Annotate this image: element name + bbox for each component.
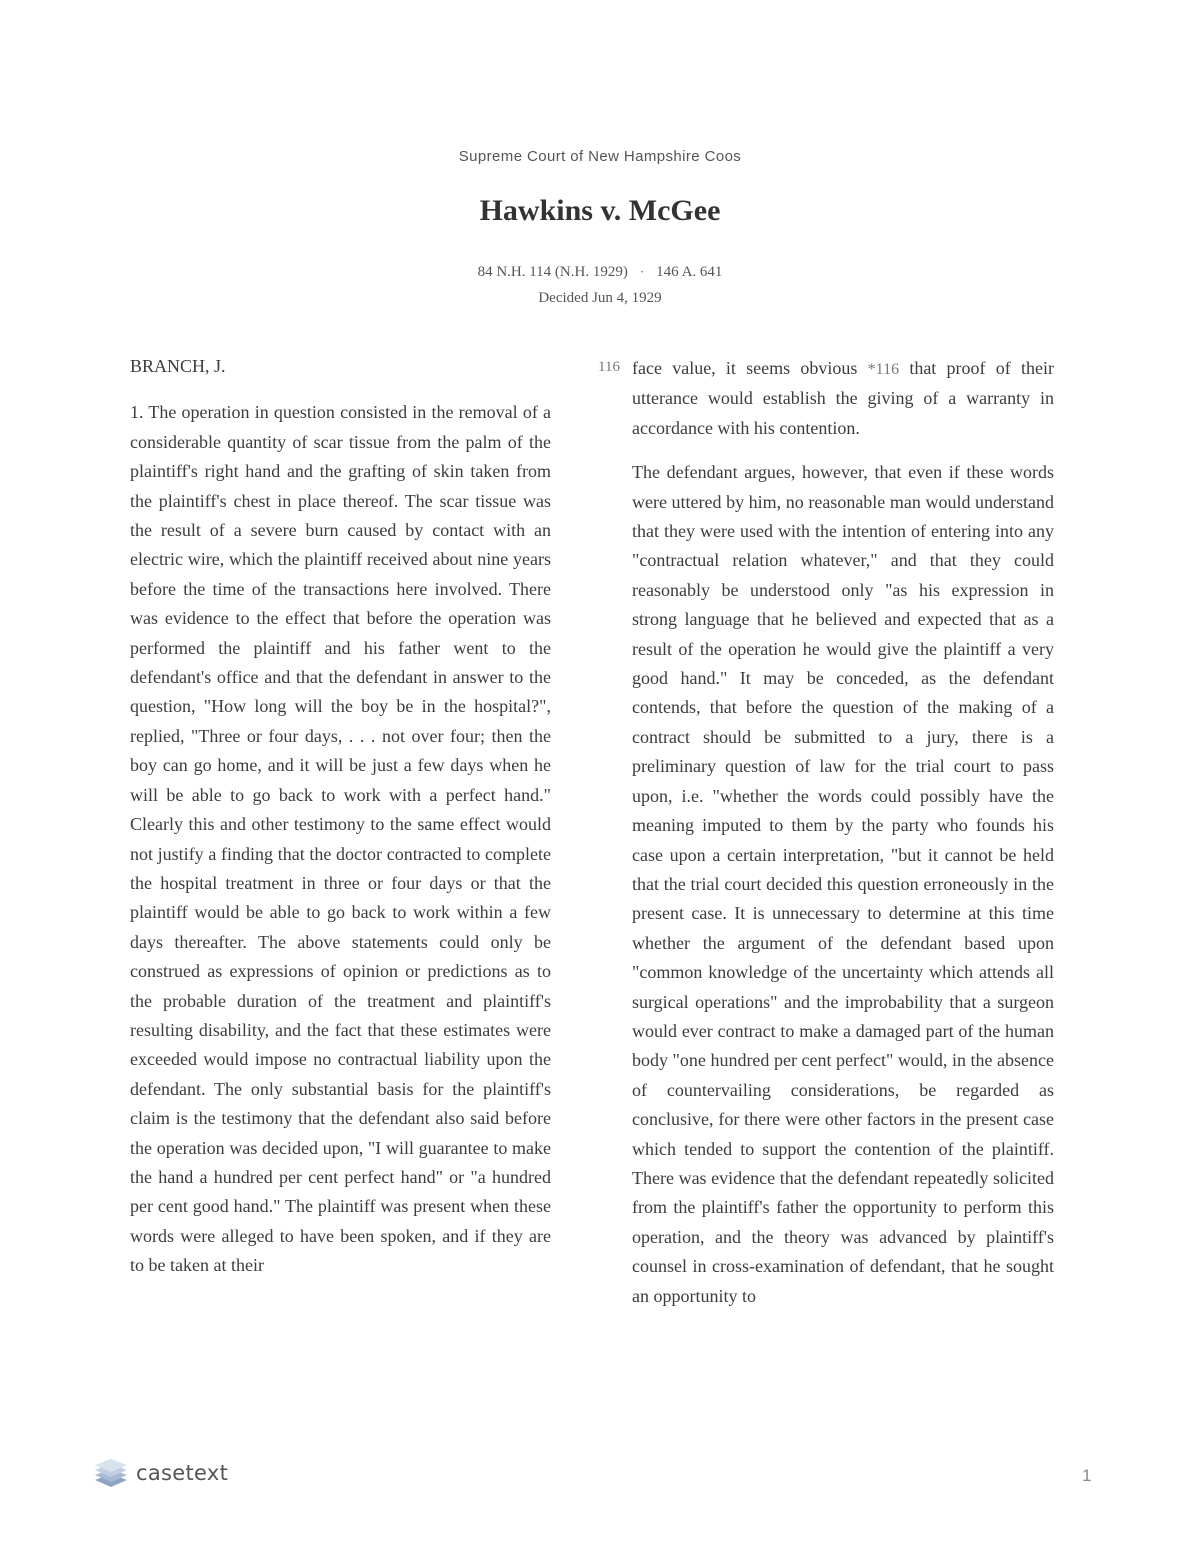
- page-number: 1: [1082, 1466, 1092, 1485]
- stacked-layers-icon: [94, 1458, 128, 1488]
- judge-name: BRANCH, J.: [130, 356, 226, 376]
- citation-line: [0, 264, 1200, 281]
- brand-name: casetext: [136, 1461, 229, 1485]
- opinion-paragraph: [632, 354, 1054, 443]
- court-name: Supreme Court of New Hampshire Coos: [458, 148, 742, 165]
- opinion-paragraph: The defendant argues, however, that even if these words were uttered by him, no reasonable man would understand that they were used with the intention of entering into any "contractual relation whatever," and that they could reasonably be understood only "as his expression in strong language that he believed and expected that as a result of the operation he would give the plaintiff a very good hand." It may be conceded, as the defendant contends, that before the question of the making of a contract should be submitted to a jury, there is a preliminary question of law for the trial court to pass upon, i.e. "whether the words could possibly have the meaning imputed to them by the party who founds his case upon a certain interpretation, "but it cannot be held that the trial court decided this question erroneously in the present case. It is unnecessary to determine at this time whether the argument of the defendant based upon "common knowledge of the uncertainty which attends all surgical operations" and the improbability that a surgeon would ever contract to make a damaged part of the human body "one hundred per cent perfect" would, in the absence of countervailing considerations, be regarded as conclusive, for there were other factors in the present case which tended to support the contention of the plaintiff. There was evidence that the defendant repeatedly solicited from the plaintiff's father the opportunity to perform this operation, and the theory was advanced by plaintiff's counsel in cross-examination of defendant, that he sought an opportunity to: [632, 462, 1054, 1306]
- case-title: Hawkins v. McGee: [479, 194, 721, 227]
- casetext-logo[interactable]: [94, 1458, 228, 1488]
- star-page-reference: *116: [867, 361, 900, 378]
- citation-separator: ·: [639, 264, 645, 279]
- page-marker: 116: [598, 359, 620, 375]
- paragraph-text: face value, it seems obvious: [632, 358, 858, 378]
- decided-date: Decided Jun 4, 1929: [538, 290, 662, 306]
- opinion-right-column: [632, 354, 1054, 1311]
- opinion-paragraph: 1. The operation in question consisted in the removal of a considerable quantity of scar tissue from the palm of the plaintiff's right hand and the grafting of skin taken from the plaintiff's chest in place thereof. The scar tissue was the result of a severe burn caused by contact with an electric wire, which the plaintiff received about nine years before the time of the transactions here involved. There was evidence to the effect that before the operation was performed the plaintiff and his father went to the defendant's office and that the defendant in answer to the question, "How long will the boy be in the hospital?", replied, "Three or four days, . . . not over four; then the boy can go home, and it will be just a few days when he will be able to go back to work with a perfect hand." Clearly this and other testimony to the same effect would not justify a finding that the doctor contracted to complete the hospital treatment in three or four days or that the plaintiff would be able to go back to work within a few days thereafter. The above statements could only be construed as expressions of opinion or predictions as to the probable duration of the treatment and plaintiff's resulting disability, and the fact that these estimates were exceeded would impose no contractual liability upon the defendant. The only substantial basis for the plaintiff's claim is the testimony that the defendant also said before the operation was decided upon, "I will guarantee to make the hand a hundred per cent perfect hand" or "a hundred per cent good hand." The plaintiff was present when these words were alleged to have been spoken, and if they are to be taken at their: [130, 402, 551, 1276]
- paragraph-text: that proof of their utterance would establish the giving of a warranty in accordance with his contention.: [632, 358, 1054, 438]
- citation-reporter: 84 N.H. 114 (N.H. 1929): [477, 264, 628, 280]
- citation-regional: 146 A. 641: [656, 264, 723, 280]
- opinion-left-column: [130, 352, 551, 1281]
